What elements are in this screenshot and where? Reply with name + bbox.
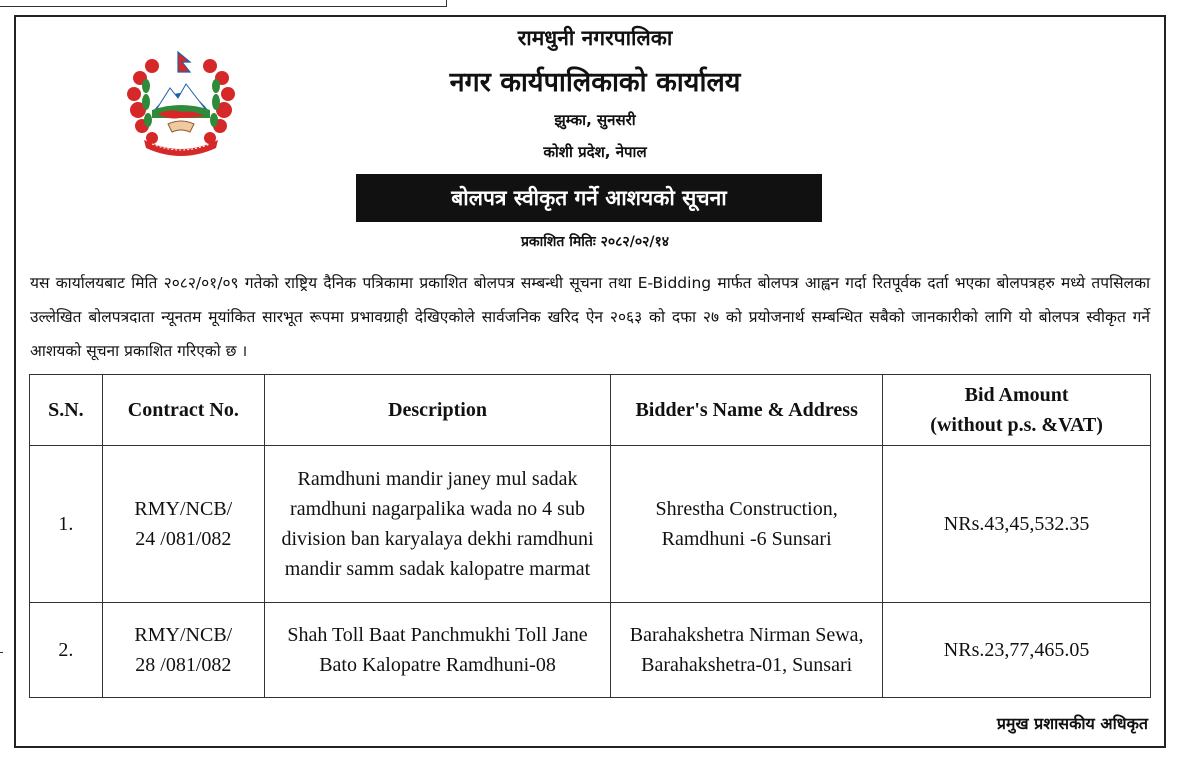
header-contract: Contract No. [102, 375, 264, 446]
side-tick-mark [0, 652, 3, 653]
municipality-name: रामधुनी नगरपालिका [517, 26, 673, 50]
header-amount-line2: (without p.s. &VAT) [930, 414, 1103, 436]
office-name: नगर कार्यपालिकाको कार्यालय [449, 67, 741, 98]
row-sn: 2. [30, 603, 103, 698]
top-rule-tick [446, 0, 447, 7]
row-description: Ramdhuni mandir janey mul sadak ramdhuni nagarpalika wada no 4 sub division ban karyalaya dekhi ramdhuni mandir samm sadak kalopatre marmat [264, 446, 610, 603]
contract-line2: 28 /081/082 [135, 654, 232, 676]
row-bidder: Shrestha Construction, Ramdhuni -6 Sunsari [611, 446, 883, 603]
table-row [30, 603, 1151, 698]
row-contract [102, 446, 264, 603]
row-amount: NRs.43,45,532.35 [883, 446, 1151, 603]
contract-line1: RMY/NCB/ [134, 498, 233, 520]
row-sn: 1. [30, 446, 103, 603]
contract-line2: 24 /081/082 [135, 528, 232, 550]
address-line-1: झुम्का, सुनसरी [554, 111, 636, 129]
table-header-row [30, 375, 1151, 446]
address-line-2: कोशी प्रदेश, नेपाल [543, 143, 647, 161]
row-description: Shah Toll Baat Panchmukhi Toll Jane Bato Kalopatre Ramdhuni-08 [264, 603, 610, 698]
contract-line1: RMY/NCB/ [134, 624, 233, 646]
bid-table [29, 374, 1151, 698]
header-amount-line1: Bid Amount [964, 384, 1069, 406]
header-description: Description [264, 375, 610, 446]
header-sn: S.N. [30, 375, 103, 446]
row-contract [102, 603, 264, 698]
signature-title: प्रमुख प्रशासकीय अधिकृत [996, 714, 1148, 733]
notice-body: यस कार्यालयबाट मिति २०८२/०१/०९ गतेको राष्ट्रिय दैनिक पत्रिकामा प्रकाशित बोलपत्र सम्बन्धी सूचना तथा E-Bidding मार्फत बोलपत्र आह्वन गर्दा रितपूर्वक दर्ता भएका बोलपत्रहरु मध्ये तपसिलका उल्लेखित बोलपत्रदाता न्यूनतम मूयांकित सारभूत रूपमा प्रभावग्राही देखिएकोले सार्वजनिक खरिद ऐन २०६३ को दफा २७ को प्रयोजनार्थ सम्बन्धित सबैको जानकारीको लागि यो बोलपत्र स्वीकृत गर्ने आशयको सूचना प्रकाशित गरिएको छ । [30, 274, 1150, 360]
row-bidder: Barahakshetra Nirman Sewa, Barahakshetra-01, Sunsari [611, 603, 883, 698]
top-rule [0, 6, 446, 7]
header-amount [883, 375, 1151, 446]
table-row [30, 446, 1151, 603]
published-date: प्रकाशित मितिः २०८२/०२/१४ [520, 234, 670, 250]
header-bidder: Bidder's Name & Address [611, 375, 883, 446]
notice-title: बोलपत्र स्वीकृत गर्ने आशयको सूचना [356, 174, 822, 222]
row-amount: NRs.23,77,465.05 [883, 603, 1151, 698]
